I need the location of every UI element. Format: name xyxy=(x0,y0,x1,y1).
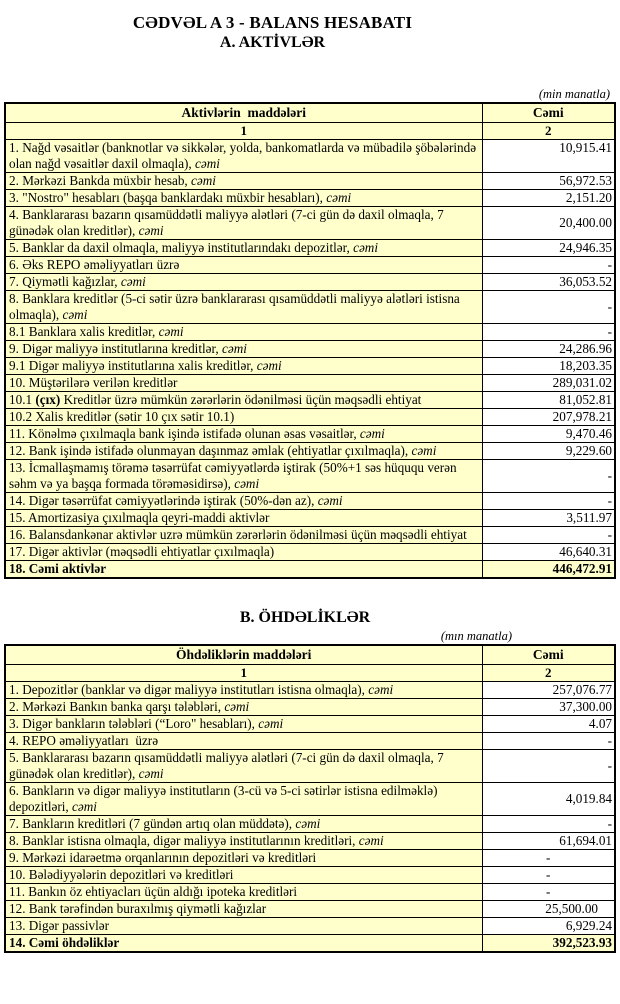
row-label xyxy=(5,190,482,207)
table-row xyxy=(5,716,615,733)
unit-note-liabilities: (mın manatla) xyxy=(440,629,512,643)
liabilities-col1-number: 1 xyxy=(5,665,482,682)
row-value: 289,031.02 xyxy=(482,375,615,392)
row-value: 257,076.77 xyxy=(482,682,615,699)
label-segment: 11. Könəlmə çıxılmaqla bank işində istifadə olunan əsas vəsaitlər, xyxy=(9,426,360,441)
label-segment: 9.1 Digər maliyyə institutlarına xalis kreditlər, xyxy=(9,358,257,373)
table-row xyxy=(5,257,615,274)
assets-col2-number: 2 xyxy=(482,123,615,140)
label-segment: cəmi xyxy=(317,493,343,508)
row-value: 207,978.21 xyxy=(482,409,615,426)
table-row xyxy=(5,140,615,173)
row-value: 3,511.97 xyxy=(482,510,615,527)
table-row xyxy=(5,274,615,291)
row-label xyxy=(5,443,482,460)
label-segment: 13. İcmallaşmamış törəmə təsərrüfat cəmiyyətlərdə iştirak (50%+1 səs hüququ verən səhm və ya başqa formada törəməsidirsə), xyxy=(9,460,460,491)
table-row xyxy=(5,783,615,816)
liabilities-colnum-row xyxy=(5,665,615,682)
label-segment: cəmi xyxy=(358,833,384,848)
label-segment: 17. Digər aktivlər (məqsədli ehtiyatlar çıxılmaqla) xyxy=(9,544,275,559)
row-label xyxy=(5,324,482,341)
label-segment: 2. Mərkəzi Bankın banka qarşı tələbləri, xyxy=(9,699,225,714)
row-label xyxy=(5,274,482,291)
label-segment: cəmi xyxy=(221,341,247,356)
table-row xyxy=(5,341,615,358)
row-label xyxy=(5,358,482,375)
table-row xyxy=(5,426,615,443)
row-value: - xyxy=(482,324,615,341)
table-row xyxy=(5,443,615,460)
label-segment: Kreditlər üzrə mümkün zərərlərin ödənilməsi üçün məqsədli ehtiyat xyxy=(60,392,422,407)
label-segment: (çıx) xyxy=(35,392,61,407)
row-label xyxy=(5,392,482,409)
label-segment: cəmi xyxy=(326,190,352,205)
section-b-title: B. ÖHDƏLİKLƏR xyxy=(239,609,371,626)
row-value: 4.07 xyxy=(482,716,615,733)
liabilities-col2-number: 2 xyxy=(482,665,615,682)
table-row xyxy=(5,850,615,867)
row-value: 61,694.01 xyxy=(482,833,615,850)
row-label xyxy=(5,460,482,493)
title-block xyxy=(0,12,545,53)
label-segment: 14. Digər təsərrüfat cəmiyyətlərində iştirak (50%-dən az), xyxy=(9,493,318,508)
row-value: - xyxy=(482,816,615,833)
row-label xyxy=(5,867,482,884)
label-segment: 4. Banklararası bazarın qısamüddətli maliyyə alətləri (7-ci gün də daxil olmaqla, 7 günədək olan kreditlər), xyxy=(9,207,447,238)
row-label xyxy=(5,240,482,257)
table-row xyxy=(5,884,615,901)
label-segment: cəmi xyxy=(120,274,146,289)
row-value: - xyxy=(482,527,615,544)
row-label xyxy=(5,733,482,750)
table-row xyxy=(5,901,615,918)
row-value: 9,229.60 xyxy=(482,443,615,460)
section-a-title: A. AKTİVLƏR xyxy=(219,34,326,51)
row-value: 46,640.31 xyxy=(482,544,615,561)
row-value: 2,151.20 xyxy=(482,190,615,207)
label-segment: 6. Əks REPO əməliyyatları üzrə xyxy=(9,257,180,272)
row-label xyxy=(5,173,482,190)
label-segment: 8. Banklara kreditlər (5-ci sətir üzrə banklararası qısamüddətli maliyyə alətləri istisna olmaqla), xyxy=(9,291,464,322)
label-segment: cəmi xyxy=(368,682,394,697)
row-label xyxy=(5,682,482,699)
label-segment: cəmi xyxy=(411,443,437,458)
label-segment: 9. Digər maliyyə institutlarına kreditlər, xyxy=(9,341,222,356)
table-row xyxy=(5,190,615,207)
row-value: 36,053.52 xyxy=(482,274,615,291)
label-segment: cəmi xyxy=(353,240,378,255)
label-segment: 3. "Nostro" hesabları (başqa banklardakı müxbir hesabları), xyxy=(9,190,327,205)
row-label xyxy=(5,375,482,392)
label-segment: 14. Cəmi öhdəliklər xyxy=(9,935,120,950)
label-segment: 12. Bank işində istifadə olunmayan daşınmaz əmlak (ehtiyatlar çıxılmaqla), xyxy=(9,443,412,458)
row-label xyxy=(5,918,482,935)
table-row xyxy=(5,358,615,375)
row-value: - xyxy=(482,733,615,750)
table-row xyxy=(5,833,615,850)
label-segment: 12. Bank tərəfindən buraxılmış qiymətli kağızlar xyxy=(9,901,267,916)
table-row xyxy=(5,682,615,699)
row-value: - xyxy=(482,850,615,867)
liabilities-col2-header: Cəmi xyxy=(482,645,615,665)
row-label xyxy=(5,510,482,527)
label-segment: cəmi xyxy=(71,799,97,814)
row-label xyxy=(5,426,482,443)
total-row xyxy=(5,561,615,579)
label-segment: 8.1 Banklara xalis kreditlər, xyxy=(9,324,159,339)
table-row xyxy=(5,544,615,561)
table-row xyxy=(5,867,615,884)
label-segment: cəmi xyxy=(158,324,184,339)
label-segment: cəmi xyxy=(295,816,321,831)
row-value: 446,472.91 xyxy=(482,561,615,579)
table-row xyxy=(5,816,615,833)
table-row xyxy=(5,392,615,409)
label-segment: 11. Bankın öz ehtiyacları üçün aldığı ipoteka kreditləri xyxy=(9,884,298,899)
row-label xyxy=(5,884,482,901)
label-segment: 7. Bankların kreditləri (7 gündən artıq olan müddətə), xyxy=(9,816,296,831)
assets-colnum-row xyxy=(5,123,615,140)
row-label xyxy=(5,699,482,716)
assets-table xyxy=(4,102,616,579)
row-value: 37,300.00 xyxy=(482,699,615,716)
row-value: 24,286.96 xyxy=(482,341,615,358)
row-label xyxy=(5,561,482,579)
liabilities-col1-header: Öhdəliklərin maddələri xyxy=(5,645,482,665)
row-value: 20,400.00 xyxy=(482,207,615,240)
table-row xyxy=(5,324,615,341)
label-segment: 10. Müştərilərə verilən kreditlər xyxy=(9,375,178,390)
table-row xyxy=(5,173,615,190)
report-title: CƏDVƏL A 3 - BALANS HESABATI xyxy=(132,13,413,32)
row-label xyxy=(5,750,482,783)
row-value: 24,946.35 xyxy=(482,240,615,257)
label-segment: 13. Digər passivlər xyxy=(9,918,109,933)
label-segment: 18. Cəmi aktivlər xyxy=(9,561,107,576)
label-segment: cəmi xyxy=(359,426,385,441)
row-label xyxy=(5,257,482,274)
label-segment: 10.1 xyxy=(9,392,36,407)
row-value: - xyxy=(482,884,615,901)
label-segment: 2. Mərkəzi Bankda müxbir hesab, xyxy=(9,173,192,188)
table-row xyxy=(5,207,615,240)
row-value: 10,915.41 xyxy=(482,140,615,173)
row-value: - xyxy=(482,493,615,510)
label-segment: cəmi xyxy=(62,307,88,322)
label-segment: 7. Qiymətli kağızlar, xyxy=(9,274,121,289)
table-row xyxy=(5,375,615,392)
label-segment: cəmi xyxy=(256,358,282,373)
table-row xyxy=(5,510,615,527)
label-segment: 16. Balansdankənar aktivlər uzrə mümkün zərərlərin ödənilməsi üçün məqsədli ehtiyat xyxy=(9,527,467,542)
assets-col2-header: Cəmi xyxy=(482,103,615,123)
table-row xyxy=(5,240,615,257)
table-row xyxy=(5,527,615,544)
table-row xyxy=(5,918,615,935)
row-value: 56,972.53 xyxy=(482,173,615,190)
row-value: 81,052.81 xyxy=(482,392,615,409)
total-row xyxy=(5,935,615,953)
label-segment: 1. Nağd vəsaitlər (banknotlar və sikkələr, yolda, bankomatlarda və mübadilə şöbələrində olan nağd vəsaitlər daxil olmaqla), xyxy=(9,140,480,171)
row-label xyxy=(5,816,482,833)
label-segment: 5. Banklar da daxil olmaqla, maliyyə institutlarındakı depozitlər, xyxy=(9,240,354,255)
liabilities-header-row xyxy=(5,645,615,665)
row-label xyxy=(5,544,482,561)
row-label xyxy=(5,716,482,733)
row-label xyxy=(5,291,482,324)
assets-col1-header: Aktivlərin maddələri xyxy=(5,103,482,123)
row-label xyxy=(5,207,482,240)
row-value: 392,523.93 xyxy=(482,935,615,953)
row-label xyxy=(5,833,482,850)
assets-col1-number: 1 xyxy=(5,123,482,140)
row-value: 25,500.00 xyxy=(482,901,615,918)
label-segment: 5. Banklararası bazarın qısamüddətli maliyyə alətləri (7-ci gün də daxil olmaqla, 7 günədək olan kreditlər), xyxy=(9,750,447,781)
table-row xyxy=(5,493,615,510)
label-segment: 1. Depozitlər (banklar və digər maliyyə institutları istisna olmaqla), xyxy=(9,682,369,697)
row-value: - xyxy=(482,867,615,884)
assets-header-row xyxy=(5,103,615,123)
row-value: 9,470.46 xyxy=(482,426,615,443)
row-label xyxy=(5,527,482,544)
label-segment: 8. Banklar istisna olmaqla, digər maliyyə institutlarının kreditləri, xyxy=(9,833,359,848)
row-value: - xyxy=(482,257,615,274)
label-segment: 4. REPO əməliyyatları üzrə xyxy=(9,733,159,748)
label-segment: 9. Mərkəzi idarəetmə orqanlarının depozitləri və kreditləri xyxy=(9,850,317,865)
row-value: - xyxy=(482,460,615,493)
label-segment: 3. Digər bankların tələbləri (“Loro" hesabları), xyxy=(9,716,259,731)
row-label xyxy=(5,140,482,173)
label-segment: cəmi xyxy=(258,716,284,731)
liabilities-table xyxy=(4,644,616,953)
label-segment: 15. Amortizasiya çıxılmaqla qeyri-maddi aktivlər xyxy=(9,510,270,525)
row-label xyxy=(5,935,482,953)
table-row xyxy=(5,699,615,716)
row-label xyxy=(5,493,482,510)
row-value: 4,019.84 xyxy=(482,783,615,816)
row-label xyxy=(5,783,482,816)
label-segment: cəmi xyxy=(234,476,260,491)
label-segment: cəmi xyxy=(224,699,250,714)
row-label xyxy=(5,341,482,358)
label-segment: cəmi xyxy=(195,156,220,171)
row-value: - xyxy=(482,291,615,324)
label-segment: cəmi xyxy=(138,223,164,238)
row-value: - xyxy=(482,750,615,783)
label-segment: 6. Bankların və digər maliyyə institutların (3-cü və 5-ci sətirlər istisna edilməklə) depozitləri, xyxy=(9,783,441,814)
label-segment: 10. Bələdiyyələrin depozitləri və kreditləri xyxy=(9,867,234,882)
table-row xyxy=(5,750,615,783)
row-label xyxy=(5,901,482,918)
label-segment: cəmi xyxy=(138,766,164,781)
row-label xyxy=(5,409,482,426)
table-row xyxy=(5,409,615,426)
table-row xyxy=(5,291,615,324)
label-segment: 10.2 Xalis kreditlər (sətir 10 çıx sətir 10.1) xyxy=(9,409,235,424)
table-row xyxy=(5,733,615,750)
row-value: 18,203.35 xyxy=(482,358,615,375)
label-segment: cəmi xyxy=(191,173,216,188)
unit-note-assets: (min manatla) xyxy=(538,87,610,101)
table-row xyxy=(5,460,615,493)
row-value: 6,929.24 xyxy=(482,918,615,935)
row-label xyxy=(5,850,482,867)
